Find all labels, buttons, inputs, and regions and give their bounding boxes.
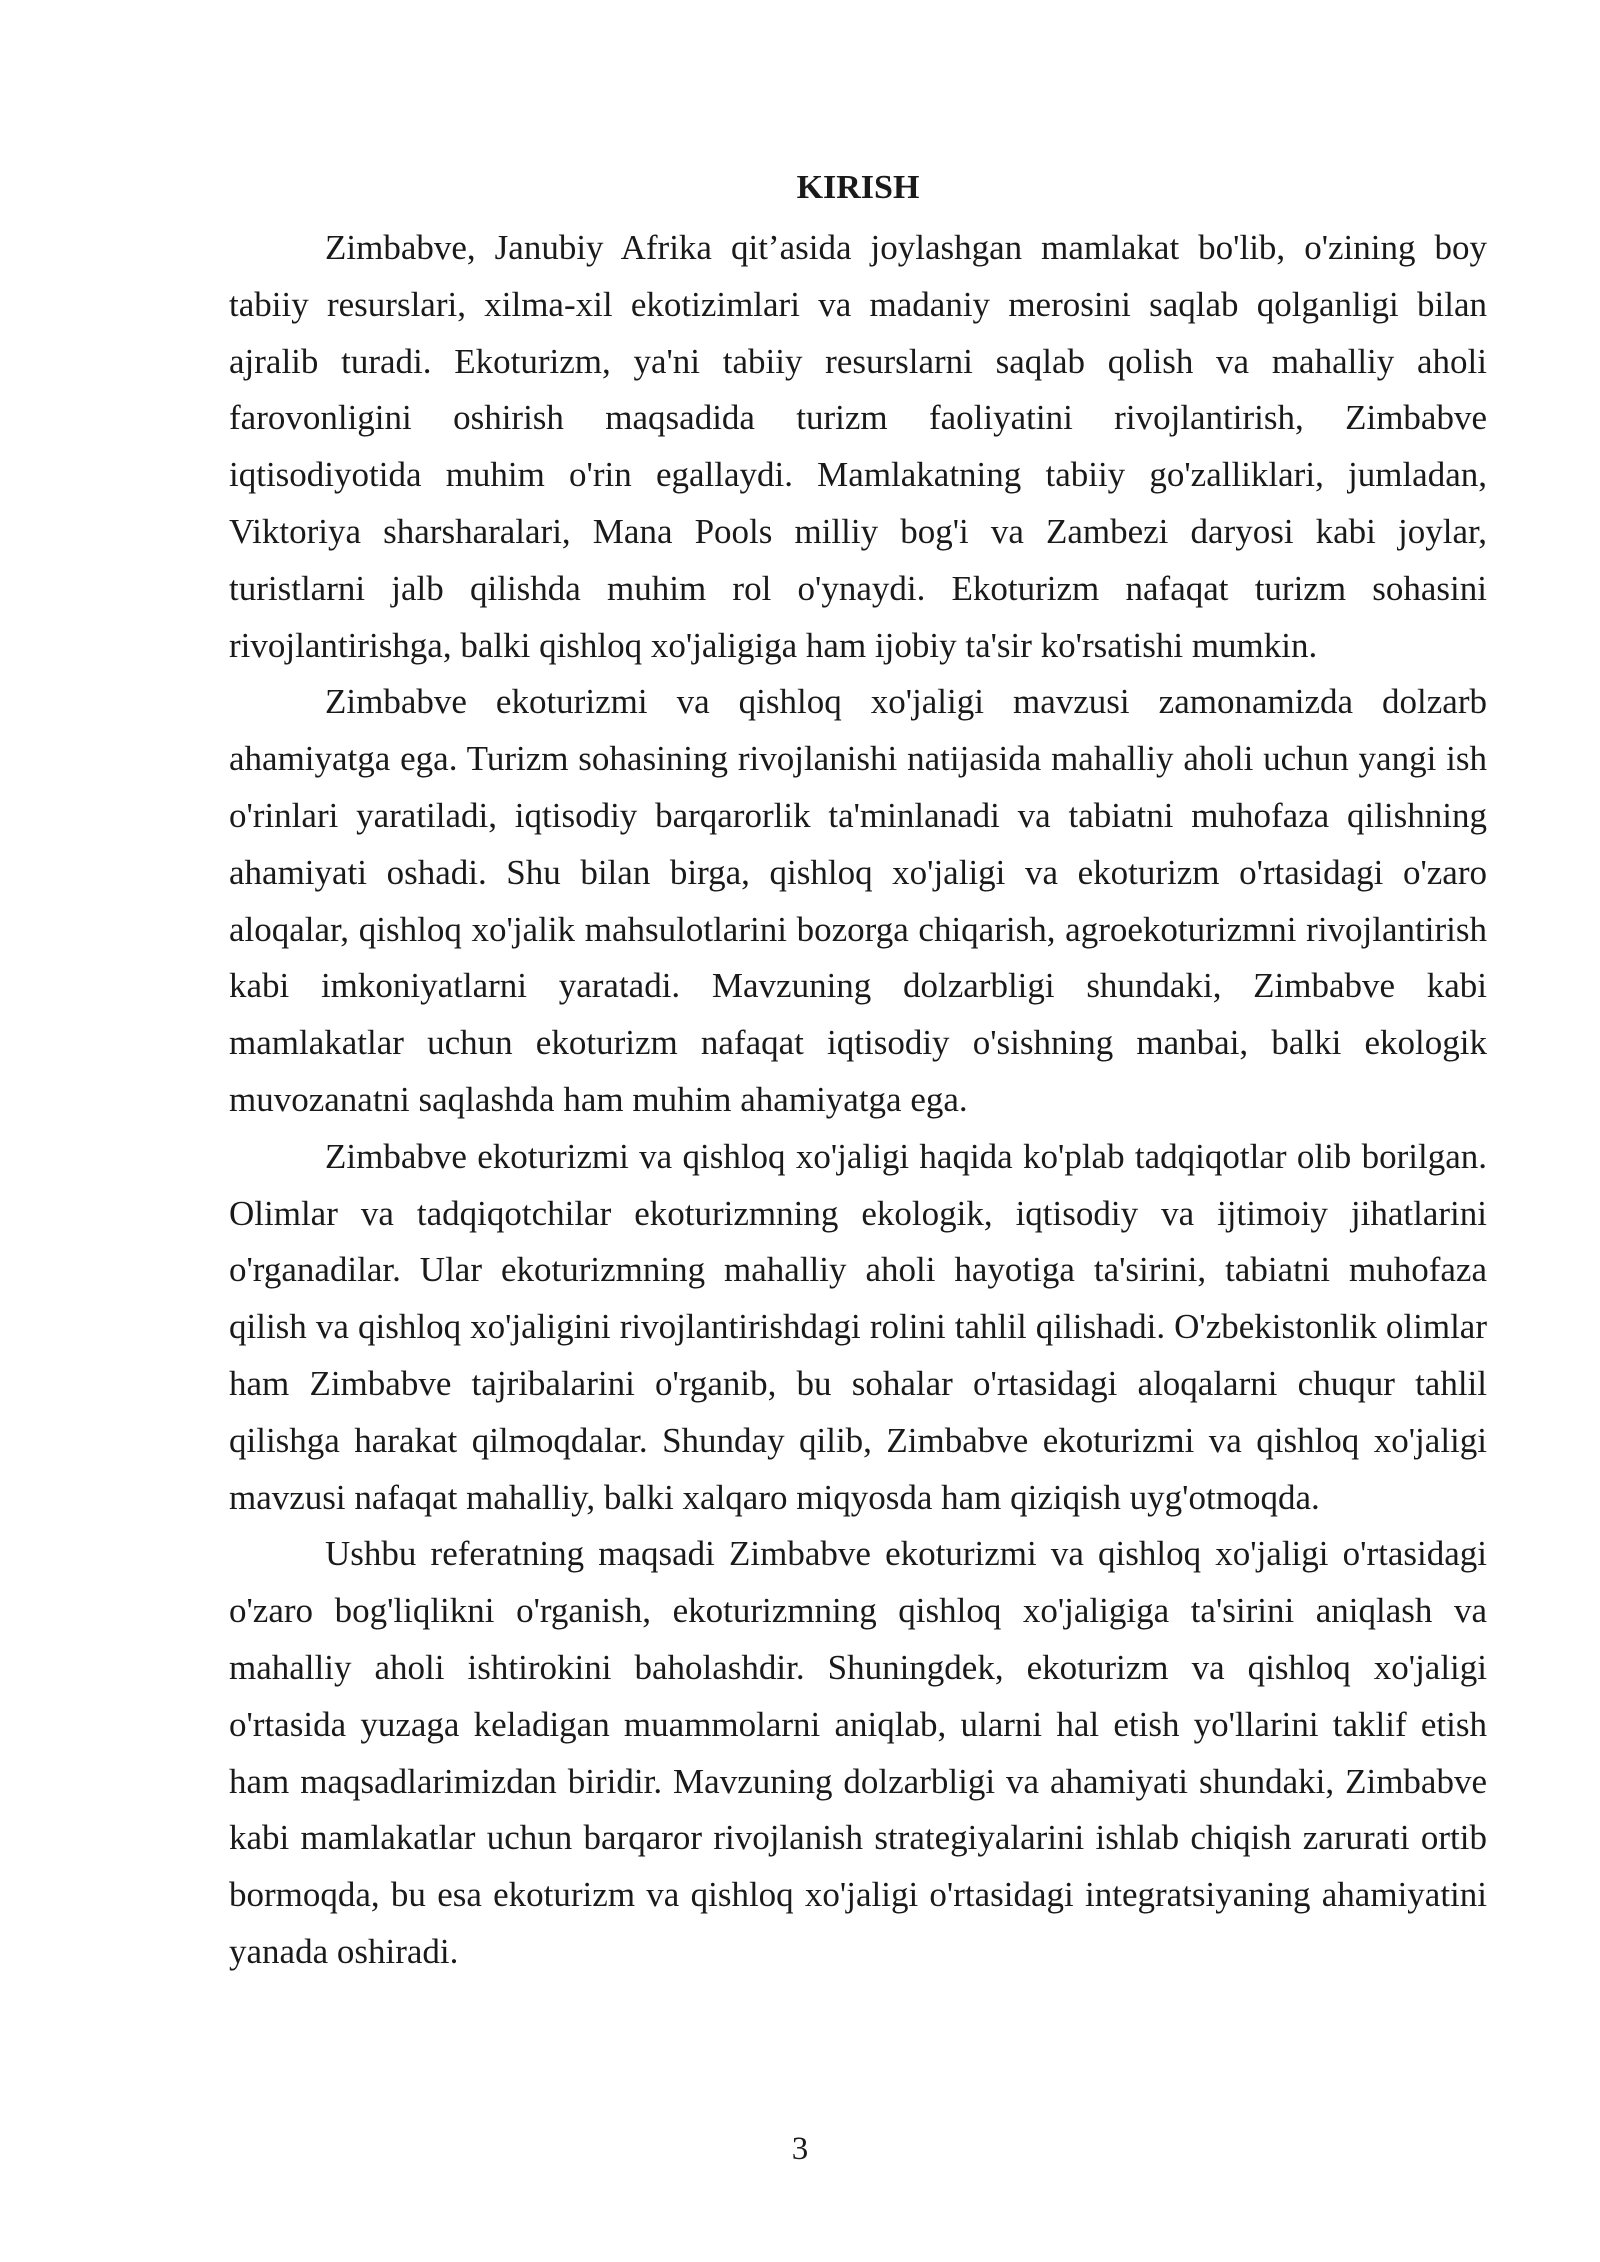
paragraph-1: Zimbabve, Janubiy Afrika qit’asida joylashgan mamlakat bo'lib, o'zining boy tabiiy resurslari, xilma-xil ekotizimlari va madaniy merosini saqlab qolganligi bilan ajralib turadi. Ekoturizm, ya'ni tabiiy resurslarni saqlab qolish va mahalliy aholi farovonligini oshirish maqsadida turizm faoliyatini rivojlantirish, Zimbabve iqtisodiyotida muhim o'rin egallaydi. Mamlakatning tabiiy go'zalliklari, jumladan, Viktoriya sharsharalari, Mana Pools milliy bog'i va Zambezi daryosi kabi joylar, turistlarni jalb qilishda muhim rol o'ynaydi. Ekoturizm nafaqat turizm sohasini rivojlantirishga, balki qishloq xo'jaligiga ham ijobiy ta'sir ko'rsatishi mumkin. — [229, 228, 1487, 665]
page-title: KIRISH — [796, 169, 920, 206]
paragraph-3: Zimbabve ekoturizmi va qishloq xo'jaligi haqida ko'plab tadqiqotlar olib borilgan. Olimlar va tadqiqotchilar ekoturizmning ekologik, iqtisodiy va ijtimoiy jihatlarini o'rganadilar. Ular ekoturizmning mahalliy aholi hayotiga ta'sirini, tabiatni muhofaza qilish va qishloq xo'jaligini rivojlantirishdagi rolini tahlil qilishadi. O'zbekistonlik olimlar ham Zimbabve tajribalarini o'rganib, bu sohalar o'rtasidagi aloqalarni chuqur tahlil qilishga harakat qilmoqdalar. Shunday qilib, Zimbabve ekoturizmi va qishloq xo'jaligi mavzusi nafaqat mahalliy, balki xalqaro miqyosda ham qiziqish uyg'otmoqda. — [229, 1136, 1487, 1517]
page-content — [229, 160, 1487, 1981]
page-number: 3 — [791, 2131, 809, 2167]
paragraph-2: Zimbabve ekoturizmi va qishloq xo'jaligi mavzusi zamonamizda dolzarb ahamiyatga ega. Turizm sohasining rivojlanishi natijasida mahalliy aholi uchun yangi ish o'rinlari yaratiladi, iqtisodiy barqarorlik ta'minlanadi va tabiatni muhofaza qilishning ahamiyati oshadi. Shu bilan birga, qishloq xo'jaligi va ekoturizm o'rtasidagi o'zaro aloqalar, qishloq xo'jalik mahsulotlarini bozorga chiqarish, agroekoturizmni rivojlantirish kabi imkoniyatlarni yaratadi. Mavzuning dolzarbligi shundaki, Zimbabve kabi mamlakatlar uchun ekoturizm nafaqat iqtisodiy o'sishning manbai, balki ekologik muvozanatni saqlashda ham muhim ahamiyatga ega. — [229, 682, 1487, 1119]
paragraph-4: Ushbu referatning maqsadi Zimbabve ekoturizmi va qishloq xo'jaligi o'rtasidagi o'zaro bog'liqlikni o'rganish, ekoturizmning qishloq xo'jaligiga ta'sirini aniqlash va mahalliy aholi ishtirokini baholashdir. Shuningdek, ekoturizm va qishloq xo'jaligi o'rtasida yuzaga keladigan muammolarni aniqlab, ularni hal etish yo'llarini taklif etish ham maqsadlarimizdan biridir. Mavzuning dolzarbligi va ahamiyati shundaki, Zimbabve kabi mamlakatlar uchun barqaror rivojlanish strategiyalarini ishlab chiqish zarurati ortib bormoqda, bu esa ekoturizm va qishloq xo'jaligi o'rtasidagi integratsiyaning ahamiyatini yanada oshiradi. — [229, 1534, 1487, 1971]
